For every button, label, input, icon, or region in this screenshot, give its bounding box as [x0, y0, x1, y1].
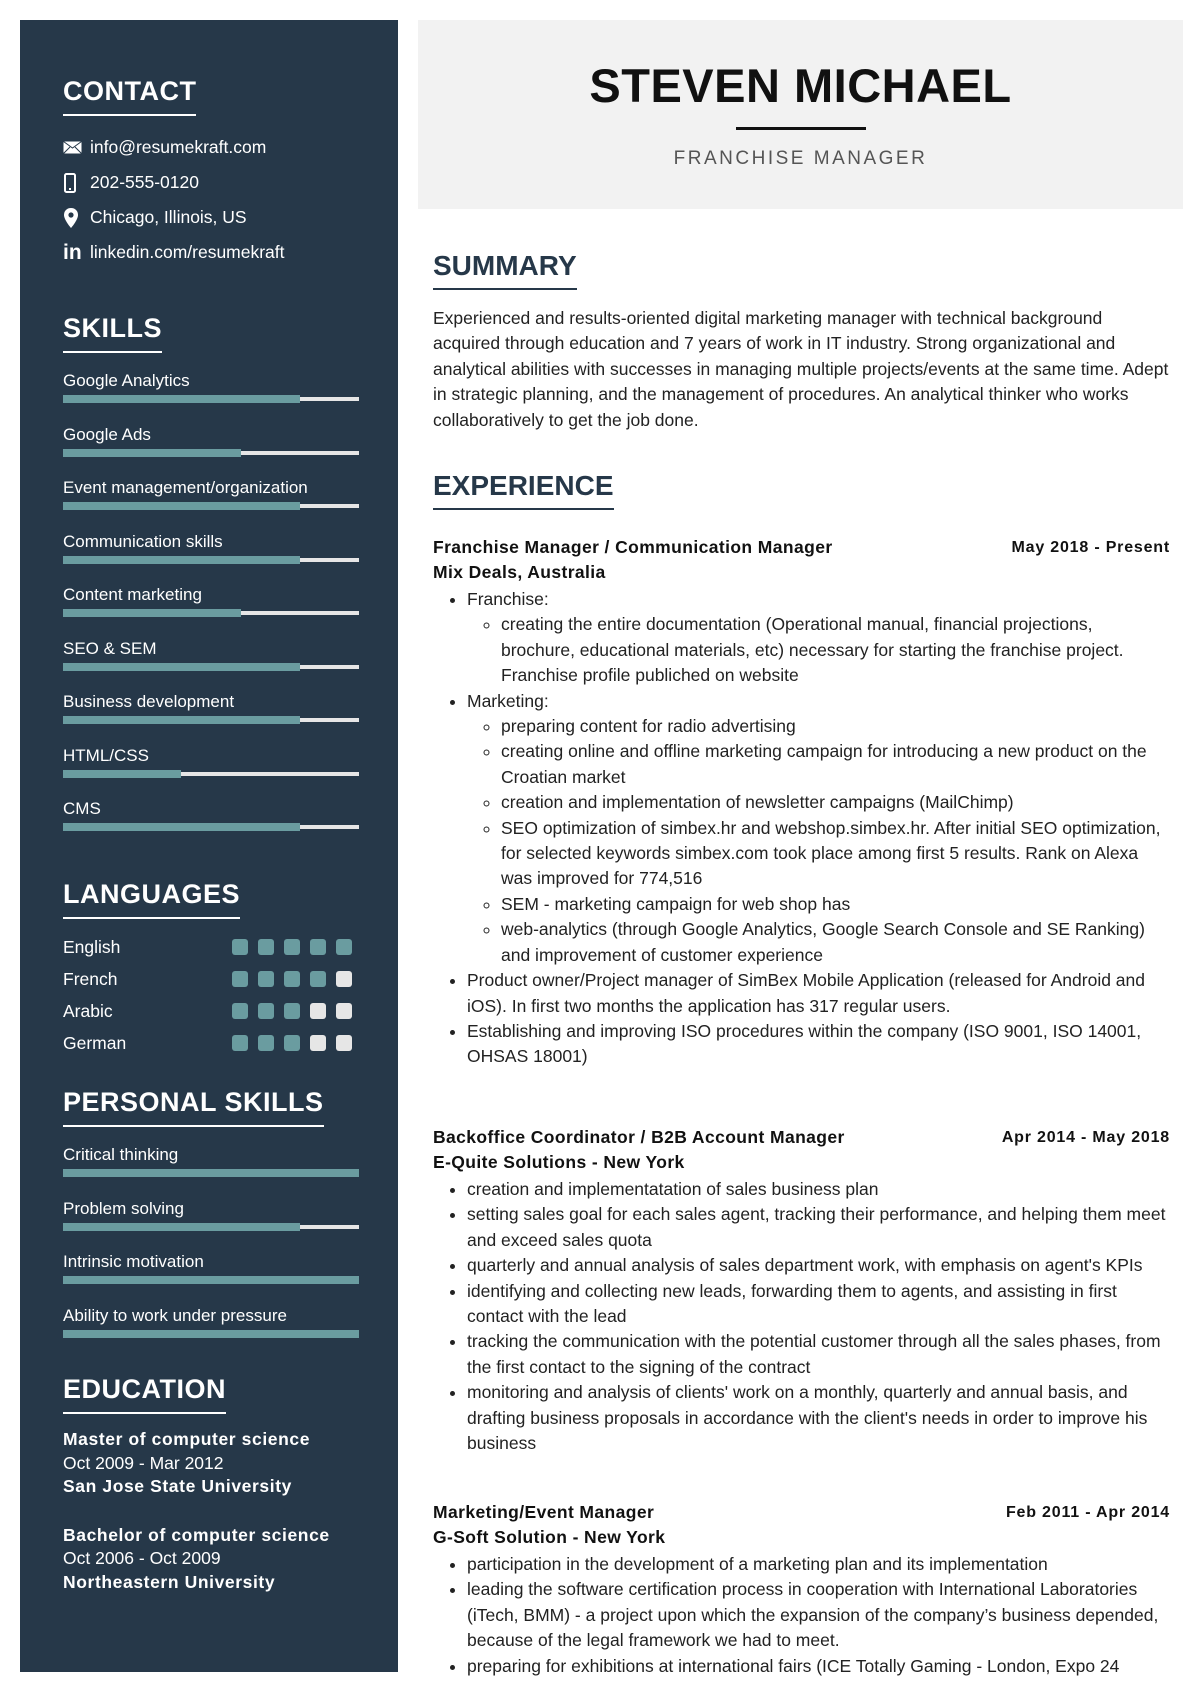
skill-label: SEO & SEM: [63, 638, 157, 658]
language-label: French: [63, 968, 118, 989]
school: San Jose State University: [63, 1476, 292, 1496]
personal-skills-heading: PERSONAL SKILLS: [63, 1087, 324, 1127]
sub-bullet: ◦ web-analytics (through Google Analytics, Google Search Console and SE Ranking) and improvement of customer experience: [501, 917, 1170, 968]
language-level-dots: [232, 971, 352, 987]
language-label: German: [63, 1032, 127, 1053]
skill-level-bar: [63, 1223, 359, 1230]
job-bullets: [433, 1177, 1170, 1456]
skill-label: Content marketing: [63, 585, 202, 604]
skill-bar-fill: [63, 1330, 359, 1338]
level-dot: [336, 1003, 352, 1019]
job-bullet: [467, 1202, 1170, 1253]
skill-bar-fill: [63, 1169, 359, 1177]
job-bullet: [467, 1329, 1170, 1380]
sub-bullet: ◦ creating the entire documentation (Operational manual, financial projections, brochure, educational materials, etc) necessary for starting the franchise project. Franchise profile publiched on website: [501, 612, 1170, 688]
level-dot: [258, 971, 274, 987]
language-item: [63, 963, 358, 995]
skill-bar-fill: [63, 449, 241, 457]
job-title: Franchise Manager / Communication Manager: [433, 537, 833, 557]
skill-label: Event management/organization: [63, 478, 308, 497]
level-dot: [232, 1003, 248, 1019]
linkedin-text: linkedin.com/resumekraft: [90, 242, 285, 262]
skill-level-bar: [63, 449, 359, 456]
level-dot: [258, 1035, 274, 1051]
education-dates: Oct 2009 - Mar 2012: [63, 1452, 224, 1473]
languages-section: [63, 879, 358, 1059]
job-bullet: [467, 587, 1170, 689]
level-dot: [336, 971, 352, 987]
job-dates: May 2018 - Present: [1011, 539, 1170, 556]
job-company: G-Soft Solution - New York: [433, 1527, 666, 1547]
job-bullet: [467, 1177, 1170, 1202]
contact-location: [63, 200, 358, 235]
language-item: [63, 995, 358, 1027]
bullet-text: Product owner/Project manager of SimBex Mobile Application (released for Android and iOS). In first two months the application has 317 regular users.: [467, 970, 1146, 1016]
email-text: info@resumekraft.com: [90, 137, 267, 157]
level-dot: [284, 971, 300, 987]
skill-item: [63, 369, 358, 423]
education-item: [63, 1428, 358, 1499]
job-bullets: [433, 1552, 1170, 1679]
job-company: E-Quite Solutions - New York: [433, 1152, 685, 1172]
envelope-icon: [63, 141, 87, 154]
contact-email[interactable]: [63, 130, 358, 165]
bullet-text: tracking the communication with the potential customer through all the sales phases, from the first contact to the signing of the contract: [467, 1331, 1161, 1377]
phone-icon: [63, 173, 87, 193]
bullet-text: setting sales goal for each sales agent, tracking their performance, and helping them meet and exceed sales quota: [467, 1204, 1166, 1250]
school: Northeastern University: [63, 1571, 276, 1592]
languages-heading: LANGUAGES: [63, 879, 240, 919]
skill-level-bar: [63, 395, 359, 402]
skill-bar-fill: [63, 716, 300, 724]
skill-item: [63, 744, 358, 798]
job-bullet: [467, 1279, 1170, 1330]
skill-bar-fill: [63, 556, 300, 564]
degree: Master of computer science: [63, 1429, 311, 1449]
contact-phone[interactable]: [63, 165, 358, 200]
skill-label: Google Ads: [63, 424, 151, 444]
bullet-text: Franchise:: [467, 589, 549, 609]
skill-level-bar: [63, 502, 359, 509]
education-heading: EDUCATION: [63, 1374, 226, 1414]
skill-label: Problem solving: [63, 1198, 184, 1218]
job-bullet: [467, 1253, 1170, 1278]
skill-item: [63, 583, 358, 637]
level-dot: [258, 939, 274, 955]
job-bullet: [467, 968, 1170, 1019]
skill-item: [63, 1250, 358, 1304]
location-text: Chicago, Illinois, US: [90, 207, 247, 227]
skill-level-bar: [63, 1276, 359, 1283]
bullet-text: identifying and collecting new leads, forwarding them to agents, and assisting in first contact with the lead: [467, 1280, 1117, 1327]
bullet-text: participation in the development of a marketing plan and its implementation: [467, 1554, 1048, 1574]
summary-text: Experienced and results-oriented digital marketing manager with technical background acquired through education and 7 years of work in IT industry. Strong organizational and analytical abilities with successes in managing multiple projects/events at the same time. Adept in strategic planning, and the management of procedures. An analytical thinker who works collaboratively to get the job done.: [433, 308, 1169, 430]
job-bullet: [467, 1577, 1170, 1653]
level-dot: [310, 1035, 326, 1051]
sub-bullet: ◦ SEO optimization of simbex.hr and webshop.simbex.hr. After initial SEO optimization, for selected keywords simbex.com took place among first 5 results. Rank on Alexa was improved for 774,516: [501, 816, 1170, 892]
language-level-dots: [232, 1003, 352, 1019]
level-dot: [336, 939, 352, 955]
sidebar: [20, 20, 398, 1672]
skill-item: [63, 797, 358, 851]
language-item: [63, 931, 358, 963]
language-label: English: [63, 936, 121, 957]
skill-item: [63, 423, 358, 477]
skill-item: [63, 1143, 358, 1197]
job-header: [433, 535, 1170, 560]
bullet-text: creation and implementatation of sales business plan: [467, 1179, 879, 1199]
language-level-dots: [232, 939, 352, 955]
bullet-text: quarterly and annual analysis of sales department work, with emphasis on agent's KPIs: [467, 1255, 1143, 1276]
level-dot: [310, 1003, 326, 1019]
skill-level-bar: [63, 556, 359, 563]
education-item: [63, 1524, 358, 1595]
level-dot: [232, 939, 248, 955]
job-bullet: [467, 1019, 1170, 1070]
bullet-text: Marketing:: [467, 690, 549, 711]
skill-bar-fill: [63, 502, 300, 510]
job-title: Backoffice Coordinator / B2B Account Manager: [433, 1127, 845, 1147]
candidate-name: STEVEN MICHAEL: [589, 59, 1012, 112]
skill-bar-fill: [63, 395, 300, 403]
skill-item: [63, 690, 358, 744]
contact-section: [63, 76, 358, 270]
sub-bullet: ◦ creating online and offline marketing campaign for introducing a new product on the Croatian market: [501, 739, 1170, 790]
skill-bar-fill: [63, 663, 300, 671]
job-bullets: [433, 587, 1170, 1070]
education-dates: Oct 2006 - Oct 2009: [63, 1548, 221, 1568]
job-entry: [433, 1125, 1170, 1456]
skill-label: Critical thinking: [63, 1145, 179, 1164]
skills-heading: SKILLS: [63, 313, 162, 353]
level-dot: [310, 971, 326, 987]
skill-item: [63, 1197, 358, 1251]
job-bullet: [467, 1552, 1170, 1577]
skill-label: Communication skills: [63, 531, 223, 551]
job-header: [433, 1500, 1170, 1525]
skill-bar-fill: [63, 770, 181, 778]
degree: Bachelor of computer science: [63, 1524, 330, 1545]
job-dates: Apr 2014 - May 2018: [1001, 1129, 1170, 1146]
job-header: [433, 1125, 1170, 1150]
level-dot: [284, 1003, 300, 1019]
skill-label: Business development: [63, 692, 235, 711]
phone-text: 202-555-0120: [90, 172, 199, 192]
skill-label: Intrinsic motivation: [63, 1252, 204, 1271]
summary-heading: SUMMARY: [433, 250, 577, 290]
sub-bullets: [467, 612, 1170, 688]
language-level-dots: [232, 1035, 352, 1051]
skill-level-bar: [63, 716, 359, 723]
job-entry: [433, 535, 1170, 1070]
resume-header: [418, 20, 1183, 209]
contact-linkedin[interactable]: [63, 235, 358, 270]
level-dot: [310, 939, 326, 955]
bullet-text: leading the software certification process in cooperation with International Laboratories (iTech, BMM) - a project upon which the expansion of the company’s business depended, because of the legal framework we had to meet.: [467, 1579, 1159, 1651]
experience-heading: EXPERIENCE: [433, 470, 614, 510]
skill-label: CMS: [63, 799, 101, 818]
linkedin-icon: in: [63, 241, 82, 264]
bullet-text: monitoring and analysis of clients' work on a monthly, quarterly and annual basis, and drafting business proposals in accordance with the client's needs in order to improve his business: [467, 1382, 1148, 1454]
sub-bullet: ◦ SEM - marketing campaign for web shop has: [501, 892, 1170, 917]
skill-level-bar: [63, 770, 359, 777]
name-divider: [736, 127, 866, 130]
sub-bullets: [467, 714, 1170, 968]
bullet-text: preparing for exhibitions at international fairs (ICE Totally Gaming - London, Expo 24: [467, 1655, 1120, 1676]
personal-skills-section: [63, 1087, 358, 1357]
skill-bar-fill: [63, 823, 300, 831]
skill-label: Google Analytics: [63, 371, 190, 390]
skill-level-bar: [63, 823, 359, 830]
education-section: [63, 1374, 358, 1619]
job-bullet: [467, 1654, 1170, 1679]
job-title: Marketing/Event Manager: [433, 1502, 655, 1522]
candidate-role: FRANCHISE MANAGER: [673, 148, 928, 169]
skill-label: Ability to work under pressure: [63, 1305, 287, 1325]
skill-bar-fill: [63, 1276, 359, 1284]
level-dot: [336, 1035, 352, 1051]
skill-label: HTML/CSS: [63, 745, 149, 765]
job-company: Mix Deals, Australia: [433, 562, 606, 582]
summary-section: [433, 250, 1170, 433]
skill-level-bar: [63, 663, 359, 670]
job-bullet: [467, 689, 1170, 968]
level-dot: [284, 1035, 300, 1051]
skill-item: [63, 476, 358, 530]
language-item: [63, 1027, 358, 1059]
skill-bar-fill: [63, 1223, 300, 1231]
contact-heading: CONTACT: [63, 76, 196, 116]
skills-section: [63, 313, 358, 851]
skill-level-bar: [63, 1330, 359, 1337]
location-pin-icon: [63, 208, 87, 228]
sub-bullet: ◦ creation and implementation of newsletter campaigns (MailChimp): [501, 790, 1170, 815]
language-label: Arabic: [63, 1000, 113, 1021]
sub-bullet: ◦ preparing content for radio advertising: [501, 714, 1170, 739]
experience-section: [433, 470, 1170, 510]
skill-bar-fill: [63, 609, 241, 617]
skill-level-bar: [63, 1169, 359, 1176]
skill-item: [63, 1304, 358, 1358]
skill-level-bar: [63, 609, 359, 616]
job-dates: Feb 2011 - Apr 2014: [1005, 1504, 1170, 1521]
bullet-text: Establishing and improving ISO procedures within the company (ISO 9001, ISO 14001, OHSAS 18001): [467, 1020, 1142, 1067]
skill-item: [63, 530, 358, 584]
job-entry: [433, 1500, 1170, 1679]
level-dot: [232, 971, 248, 987]
skill-item: [63, 637, 358, 691]
level-dot: [284, 939, 300, 955]
job-bullet: [467, 1380, 1170, 1456]
level-dot: [232, 1035, 248, 1051]
level-dot: [258, 1003, 274, 1019]
